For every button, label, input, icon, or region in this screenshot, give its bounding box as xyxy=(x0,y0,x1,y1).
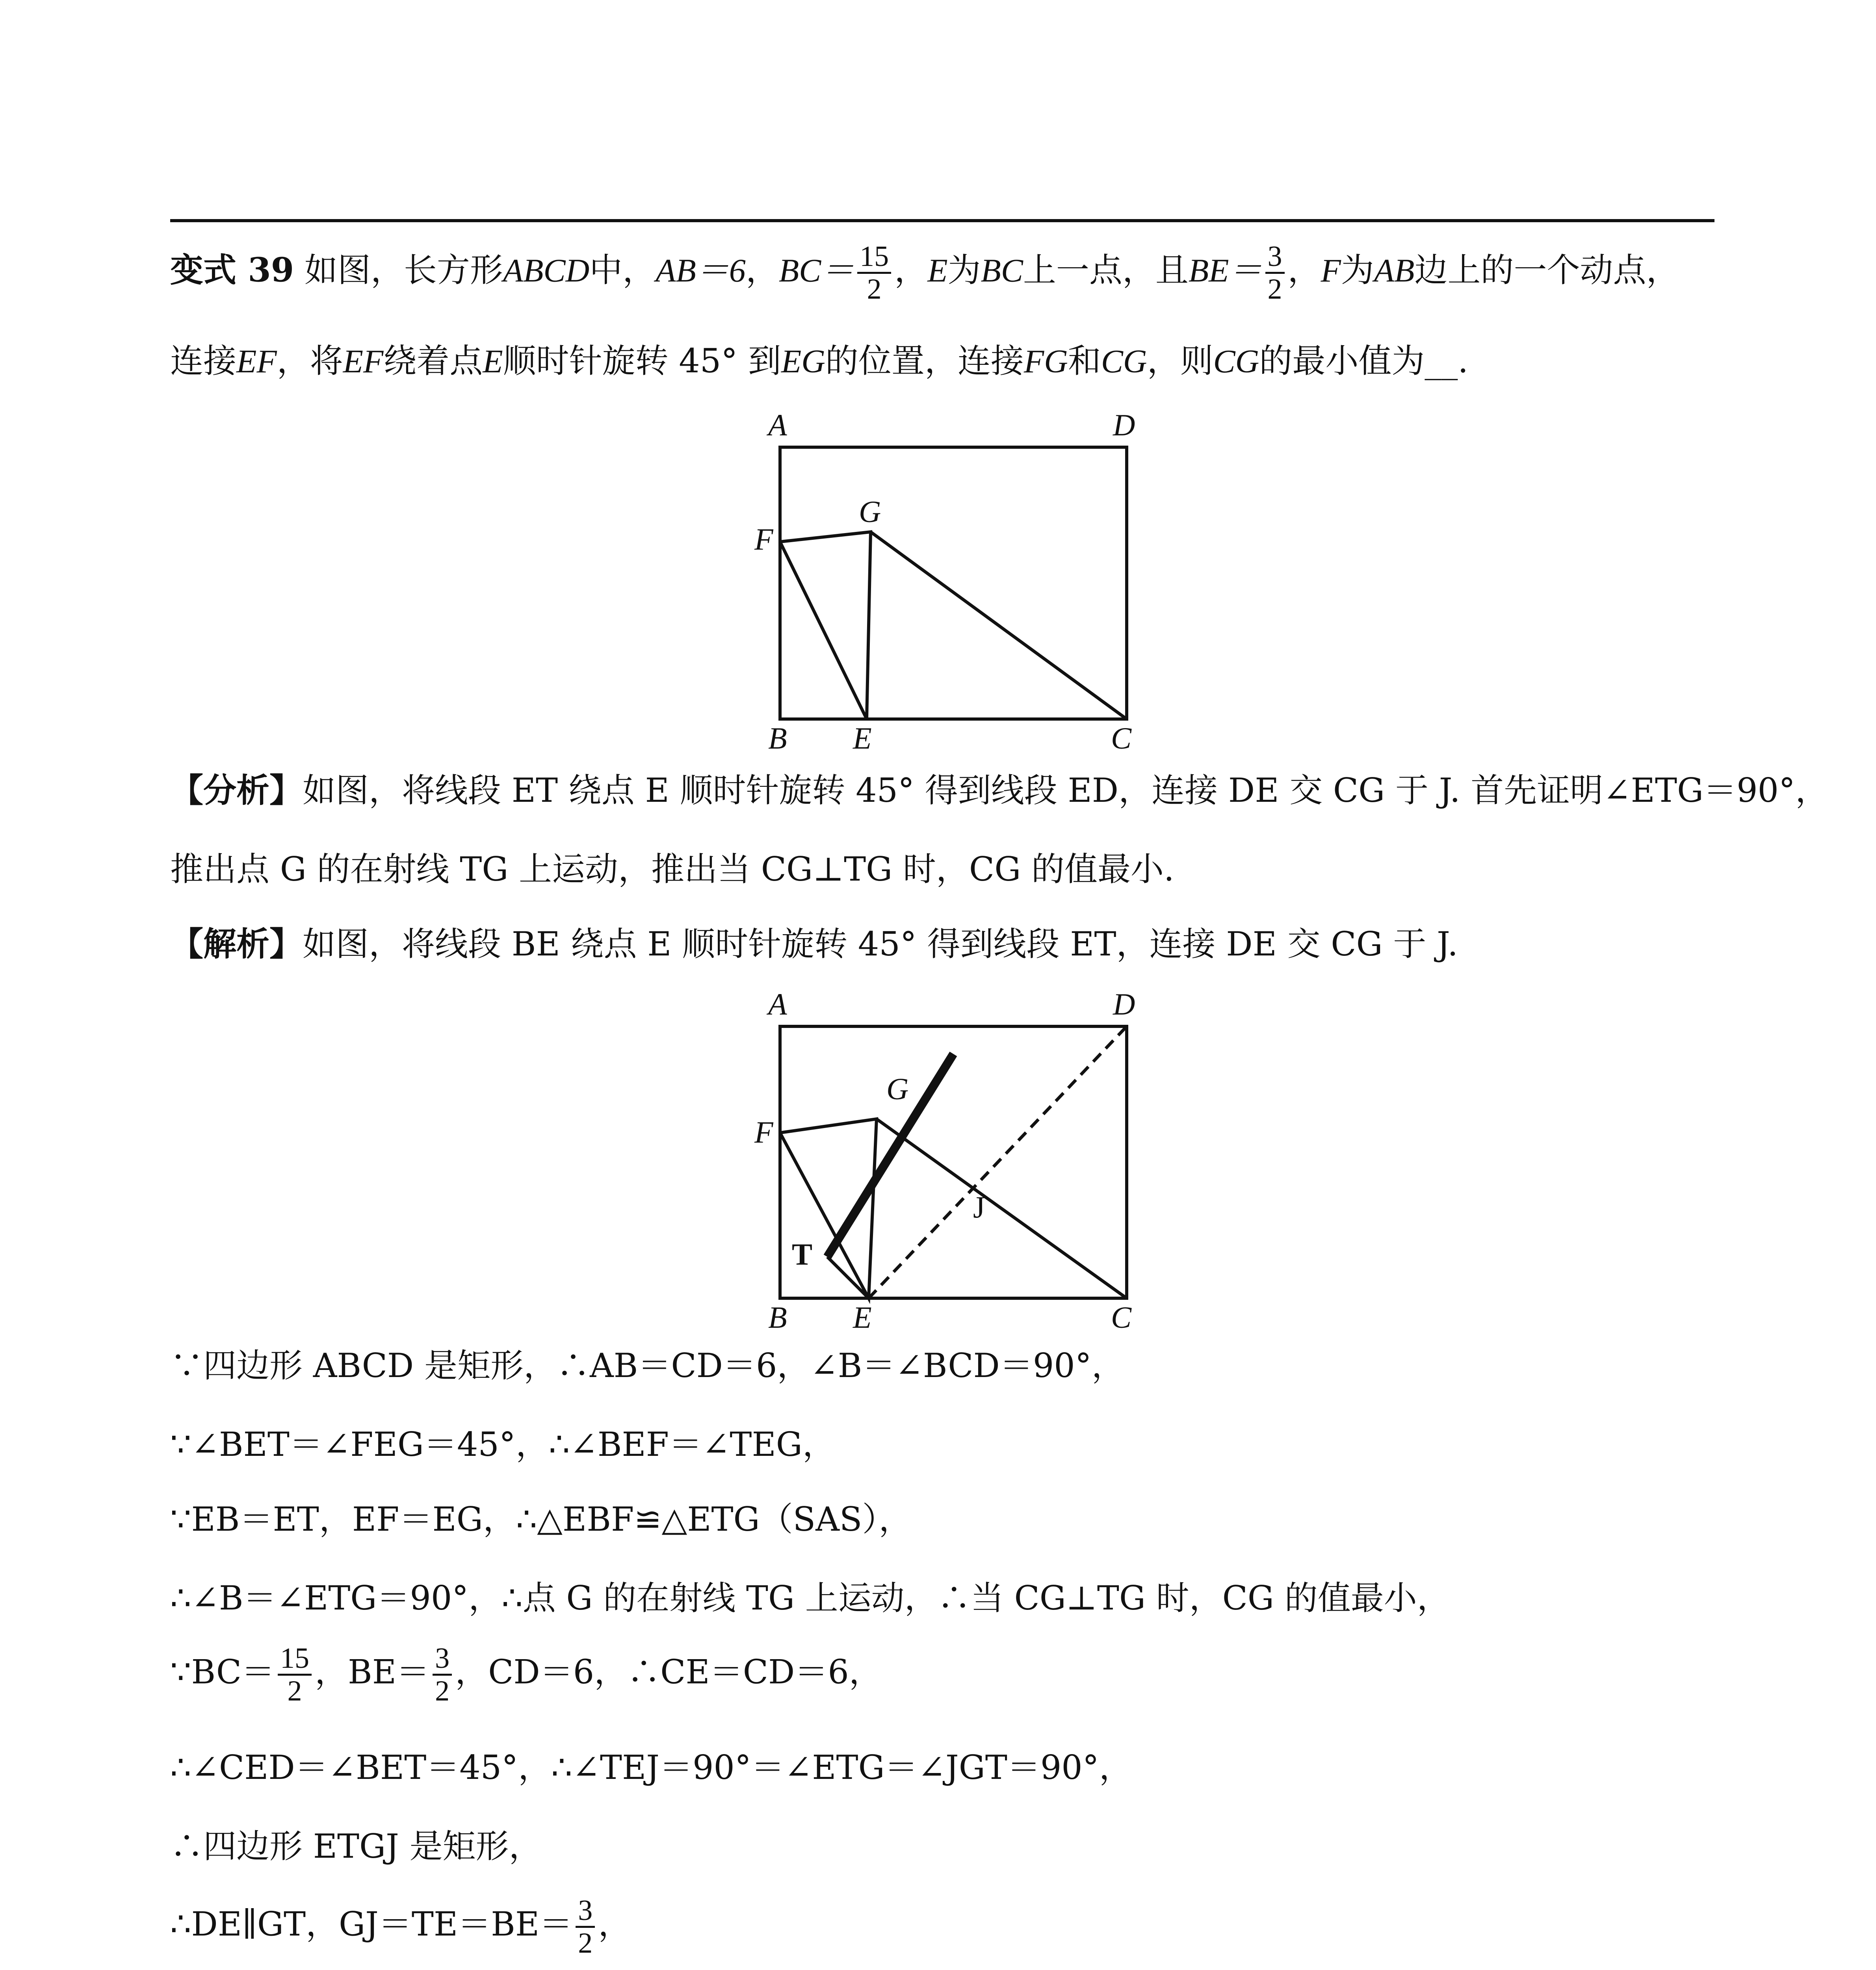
segment-et xyxy=(827,1257,869,1298)
label-G: G xyxy=(886,1072,909,1106)
label-T: T xyxy=(792,1237,813,1271)
solution-step-1: ∵四边形 ABCD 是矩形，∴AB＝CD＝6，∠B＝∠BCD＝90°， xyxy=(170,1346,1125,1385)
label-A: A xyxy=(768,987,787,1021)
fraction-3-2: $\frac{3}{2}$ xyxy=(433,1643,452,1706)
solution-step-7: ∴四边形 ETGJ 是矩形， xyxy=(170,1827,542,1866)
label-E: E xyxy=(853,721,872,755)
label-C: C xyxy=(1111,721,1132,755)
label-F: F xyxy=(754,522,773,556)
figure-1 xyxy=(729,402,1162,756)
solution-intro: 【解析】如图，将线段 BE 绕点 E 顺时针旋转 45° 得到线段 ET，连接 DE 交 CG 于 J. xyxy=(170,924,1458,963)
label-D: D xyxy=(1113,408,1135,442)
label-F: F xyxy=(754,1115,773,1149)
fraction-15-2: $\frac{15}{2}$ xyxy=(278,1643,312,1706)
problem-line-1: 变式 39 如图，长方形ABCD中，AB＝6，BC＝ $\frac{15}{2}$ ，E为BC上一点，且BE＝ $\frac{3}{2}$ ，F为AB边上的一个动点， xyxy=(170,240,1679,305)
segment-gc xyxy=(871,532,1127,719)
analysis-line-1: 【分析】如图，将线段 ET 绕点 E 顺时针旋转 45° 得到线段 ED，连接 DE 交 CG 于 J. 首先证明∠ETG＝90°， xyxy=(170,771,1828,810)
label-J: J xyxy=(973,1190,985,1224)
analysis-line-2: 推出点 G 的在射线 TG 上运动，推出当 CG⊥TG 时，CG 的值最小. xyxy=(170,850,1174,888)
solution-step-4: ∴∠B＝∠ETG＝90°，∴点 G 的在射线 TG 上运动，∴当 CG⊥TG 时，CG 的值最小， xyxy=(170,1579,1450,1617)
label-G: G xyxy=(859,494,881,529)
solution-tag: 【解析】 xyxy=(170,924,303,963)
label-B: B xyxy=(768,721,787,755)
solution-step-2: ∵∠BET＝∠FEG＝45°，∴∠BEF＝∠TEG， xyxy=(170,1425,836,1464)
top-rule xyxy=(170,219,1714,222)
label-A: A xyxy=(768,408,787,442)
rectangle-abcd xyxy=(780,447,1127,719)
solution-step-6: ∴∠CED＝∠BET＝45°，∴∠TEJ＝90°＝∠ETG＝∠JGT＝90°， xyxy=(170,1748,1132,1787)
label-C: C xyxy=(1111,1300,1132,1334)
triangle-feg xyxy=(780,532,871,719)
solution-step-8: ∴DE∥GT，GJ＝TE＝BE＝ $\frac{3}{2}$ ， xyxy=(170,1894,632,1959)
label-D: D xyxy=(1113,987,1135,1021)
segment-de-dashed xyxy=(869,1026,1127,1298)
analysis-tag: 【分析】 xyxy=(170,771,303,810)
segment-gc xyxy=(877,1119,1127,1298)
label-B: B xyxy=(768,1300,787,1334)
fraction-15-2: $\frac{15}{2}$ xyxy=(857,241,891,305)
solution-step-5: ∵BC＝ $\frac{15}{2}$ ，BE＝ $\frac{3}{2}$ ，CD＝6，∴CE＝CD＝6， xyxy=(170,1642,882,1707)
fraction-3-2: $\frac{3}{2}$ xyxy=(1265,241,1285,305)
solution-step-3: ∵EB＝ET，EF＝EG，∴△EBF≌△ETG（SAS）， xyxy=(170,1500,912,1539)
label-E: E xyxy=(853,1300,872,1334)
problem-label: 变式 39 xyxy=(170,250,294,290)
fraction-3-2: $\frac{3}{2}$ xyxy=(576,1895,595,1959)
figure-2 xyxy=(729,981,1162,1336)
problem-line-2: 连接EF，将EF绕着点E顺时针旋转 45° 到EG的位置，连接FG和CG，则CG的最小值为__. xyxy=(170,342,1469,380)
